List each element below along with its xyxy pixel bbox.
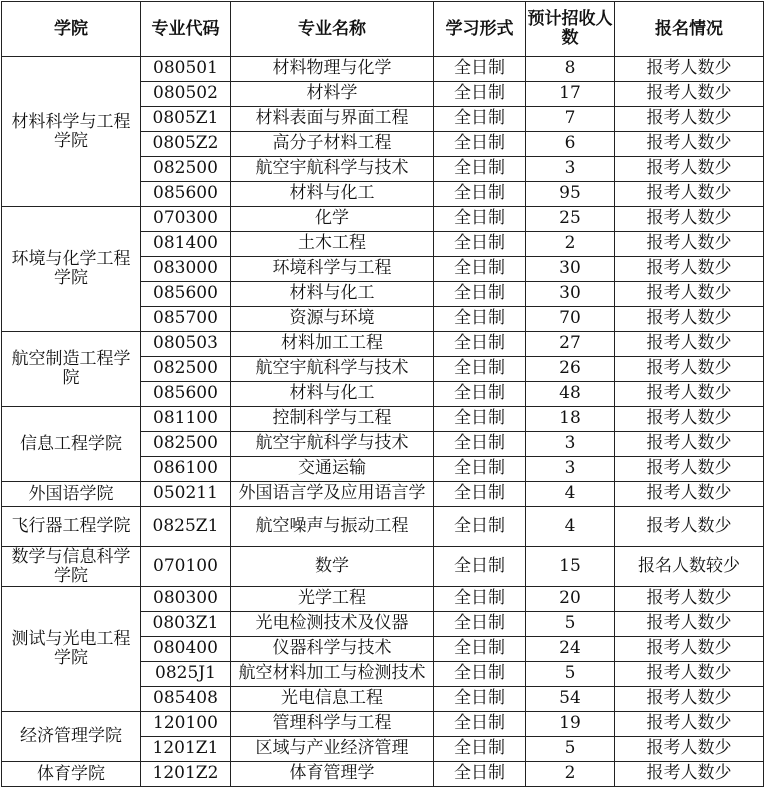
table-row [2,762,764,787]
planned-count-cell: 2 [526,232,615,257]
major-name-cell: 航空宇航科学与技术 [231,157,434,182]
major-name-cell: 材料物理与化学 [231,57,434,82]
major-code-cell: 081100 [141,407,231,432]
major-name-cell: 仪器科学与技术 [231,637,434,662]
major-code-cell: 081400 [141,232,231,257]
planned-count-cell: 3 [526,432,615,457]
study-form-cell: 全日制 [434,457,526,482]
table-row [2,57,764,82]
school-name-cell: 航空制造工程学院 [2,332,141,407]
planned-count-cell: 8 [526,57,615,82]
planned-count-cell: 30 [526,257,615,282]
application-status-cell: 报考人数少 [615,382,764,407]
study-form-cell: 全日制 [434,432,526,457]
study-form-cell: 全日制 [434,712,526,737]
planned-count-cell: 27 [526,332,615,357]
planned-count-cell: 3 [526,457,615,482]
header-study-form: 学习形式 [434,2,526,57]
table-row [2,587,764,612]
major-code-cell: 0803Z1 [141,612,231,637]
study-form-cell: 全日制 [434,407,526,432]
study-form-cell: 全日制 [434,737,526,762]
major-name-cell: 光学工程 [231,587,434,612]
enrollment-table [1,1,764,787]
major-name-cell: 环境科学与工程 [231,257,434,282]
major-code-cell: 080300 [141,587,231,612]
school-name-cell: 飞行器工程学院 [2,507,141,547]
table-row [2,207,764,232]
school-name-cell: 数学与信息科学学院 [2,547,141,587]
major-name-cell: 资源与环境 [231,307,434,332]
study-form-cell: 全日制 [434,687,526,712]
planned-count-cell: 3 [526,157,615,182]
study-form-cell: 全日制 [434,637,526,662]
study-form-cell: 全日制 [434,232,526,257]
planned-count-cell: 54 [526,687,615,712]
study-form-cell: 全日制 [434,257,526,282]
study-form-cell: 全日制 [434,82,526,107]
school-name-cell: 材料科学与工程学院 [2,57,141,207]
study-form-cell: 全日制 [434,132,526,157]
major-name-cell: 管理科学与工程 [231,712,434,737]
application-status-cell: 报考人数少 [615,712,764,737]
application-status-cell: 报考人数少 [615,457,764,482]
application-status-cell: 报考人数少 [615,257,764,282]
major-code-cell: 0805Z1 [141,107,231,132]
major-code-cell: 085600 [141,282,231,307]
header-school: 学院 [2,2,141,57]
school-name-cell: 信息工程学院 [2,407,141,482]
planned-count-cell: 4 [526,482,615,507]
header-code: 专业代码 [141,2,231,57]
planned-count-cell: 70 [526,307,615,332]
planned-count-cell: 5 [526,662,615,687]
school-name-cell: 外国语学院 [2,482,141,507]
application-status-cell: 报考人数少 [615,737,764,762]
planned-count-cell: 95 [526,182,615,207]
planned-count-cell: 2 [526,762,615,787]
application-status-cell: 报考人数少 [615,507,764,547]
planned-count-cell: 17 [526,82,615,107]
major-code-cell: 086100 [141,457,231,482]
planned-count-cell: 7 [526,107,615,132]
major-code-cell: 080502 [141,82,231,107]
table-row [2,712,764,737]
application-status-cell: 报考人数少 [615,687,764,712]
major-code-cell: 070300 [141,207,231,232]
planned-count-cell: 30 [526,282,615,307]
major-name-cell: 材料学 [231,82,434,107]
school-name-cell: 环境与化学工程学院 [2,207,141,332]
study-form-cell: 全日制 [434,662,526,687]
application-status-cell: 报考人数少 [615,587,764,612]
table-row [2,407,764,432]
application-status-cell: 报考人数少 [615,282,764,307]
header-major-name: 专业名称 [231,2,434,57]
major-name-cell: 数学 [231,547,434,587]
major-name-cell: 材料与化工 [231,182,434,207]
school-name-cell: 体育学院 [2,762,141,787]
major-code-cell: 080400 [141,637,231,662]
major-name-cell: 航空噪声与振动工程 [231,507,434,547]
table-body [2,57,764,787]
major-name-cell: 土木工程 [231,232,434,257]
planned-count-cell: 15 [526,547,615,587]
application-status-cell: 报考人数少 [615,107,764,132]
study-form-cell: 全日制 [434,282,526,307]
study-form-cell: 全日制 [434,157,526,182]
major-name-cell: 材料加工工程 [231,332,434,357]
application-status-cell: 报考人数少 [615,637,764,662]
header-application-status: 报名情况 [615,2,764,57]
application-status-cell: 报考人数少 [615,157,764,182]
major-code-cell: 0805Z2 [141,132,231,157]
major-code-cell: 082500 [141,157,231,182]
study-form-cell: 全日制 [434,307,526,332]
study-form-cell: 全日制 [434,612,526,637]
major-code-cell: 085700 [141,307,231,332]
table-row [2,507,764,547]
application-status-cell: 报考人数少 [615,132,764,157]
major-name-cell: 光电检测技术及仪器 [231,612,434,637]
header-row [2,2,764,57]
major-name-cell: 材料表面与界面工程 [231,107,434,132]
application-status-cell: 报考人数少 [615,407,764,432]
study-form-cell: 全日制 [434,357,526,382]
application-status-cell: 报考人数少 [615,207,764,232]
major-name-cell: 航空宇航科学与技术 [231,432,434,457]
major-code-cell: 085600 [141,182,231,207]
major-name-cell: 化学 [231,207,434,232]
application-status-cell: 报考人数少 [615,357,764,382]
application-status-cell: 报考人数少 [615,482,764,507]
major-name-cell: 材料与化工 [231,282,434,307]
major-code-cell: 070100 [141,547,231,587]
major-name-cell: 区域与产业经济管理 [231,737,434,762]
planned-count-cell: 5 [526,737,615,762]
major-code-cell: 080503 [141,332,231,357]
study-form-cell: 全日制 [434,482,526,507]
major-name-cell: 航空材料加工与检测技术 [231,662,434,687]
planned-count-cell: 5 [526,612,615,637]
major-code-cell: 085408 [141,687,231,712]
major-code-cell: 0825Z1 [141,507,231,547]
study-form-cell: 全日制 [434,762,526,787]
major-code-cell: 083000 [141,257,231,282]
study-form-cell: 全日制 [434,507,526,547]
planned-count-cell: 4 [526,507,615,547]
application-status-cell: 报考人数少 [615,332,764,357]
planned-count-cell: 24 [526,637,615,662]
major-code-cell: 082500 [141,432,231,457]
major-name-cell: 体育管理学 [231,762,434,787]
major-name-cell: 高分子材料工程 [231,132,434,157]
major-name-cell: 外国语言学及应用语言学 [231,482,434,507]
planned-count-cell: 6 [526,132,615,157]
planned-count-cell: 19 [526,712,615,737]
major-name-cell: 航空宇航科学与技术 [231,357,434,382]
major-code-cell: 050211 [141,482,231,507]
school-name-cell: 经济管理学院 [2,712,141,762]
major-code-cell: 1201Z1 [141,737,231,762]
study-form-cell: 全日制 [434,57,526,82]
application-status-cell: 报考人数少 [615,762,764,787]
study-form-cell: 全日制 [434,182,526,207]
school-name-cell: 测试与光电工程学院 [2,587,141,712]
table-row [2,332,764,357]
application-status-cell: 报考人数少 [615,307,764,332]
application-status-cell: 报名人数较少 [615,547,764,587]
major-name-cell: 交通运输 [231,457,434,482]
study-form-cell: 全日制 [434,107,526,132]
major-code-cell: 080501 [141,57,231,82]
application-status-cell: 报考人数少 [615,612,764,637]
planned-count-cell: 48 [526,382,615,407]
study-form-cell: 全日制 [434,382,526,407]
header-planned-enrollment: 预计招收人数 [526,2,615,57]
study-form-cell: 全日制 [434,332,526,357]
planned-count-cell: 26 [526,357,615,382]
major-code-cell: 085600 [141,382,231,407]
application-status-cell: 报考人数少 [615,232,764,257]
major-code-cell: 1201Z2 [141,762,231,787]
planned-count-cell: 25 [526,207,615,232]
table-row [2,482,764,507]
major-name-cell: 光电信息工程 [231,687,434,712]
application-status-cell: 报考人数少 [615,662,764,687]
major-name-cell: 控制科学与工程 [231,407,434,432]
planned-count-cell: 18 [526,407,615,432]
application-status-cell: 报考人数少 [615,182,764,207]
major-name-cell: 材料与化工 [231,382,434,407]
study-form-cell: 全日制 [434,207,526,232]
major-code-cell: 082500 [141,357,231,382]
study-form-cell: 全日制 [434,547,526,587]
table-row [2,547,764,587]
planned-count-cell: 20 [526,587,615,612]
application-status-cell: 报考人数少 [615,82,764,107]
application-status-cell: 报考人数少 [615,57,764,82]
major-code-cell: 120100 [141,712,231,737]
study-form-cell: 全日制 [434,587,526,612]
major-code-cell: 0825J1 [141,662,231,687]
application-status-cell: 报考人数少 [615,432,764,457]
